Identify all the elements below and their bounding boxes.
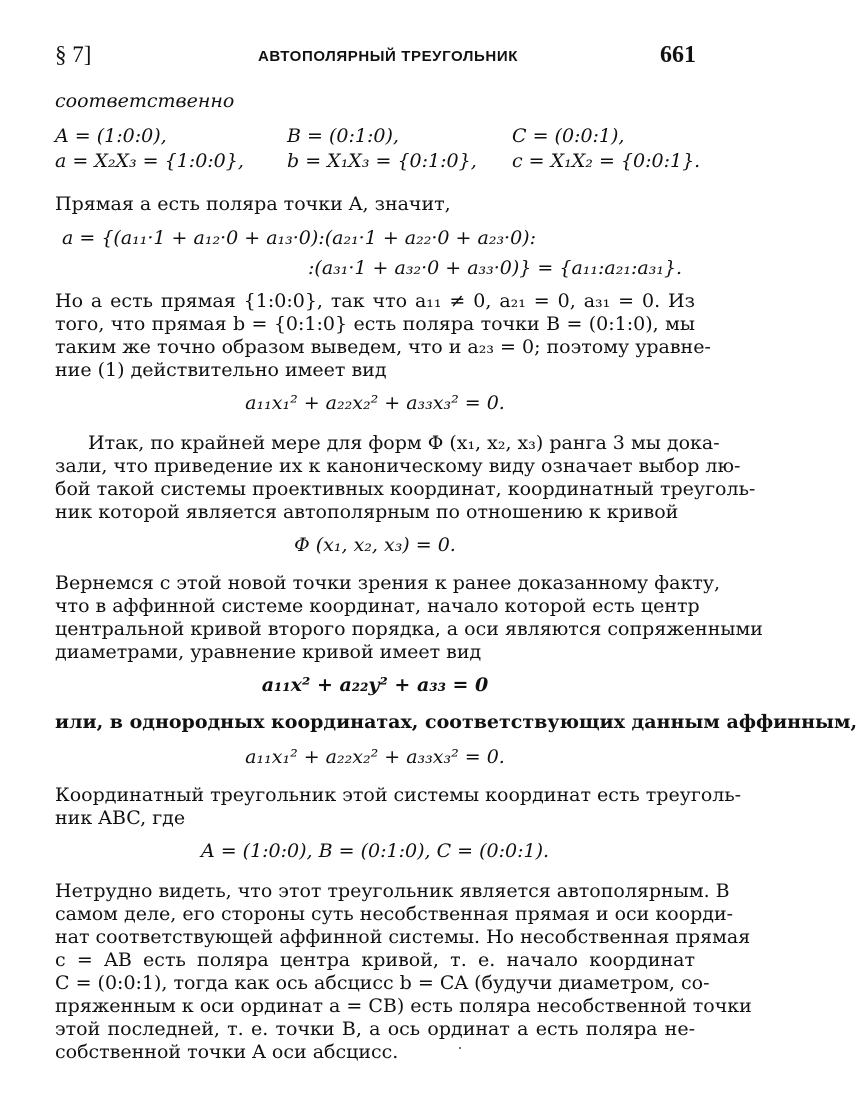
text-line: таким же точно образом выведем, что и a₂₃ = 0; поэтому уравне- (55, 336, 711, 358)
formula-C: C = (0:0:1), (512, 125, 625, 147)
equation-line: :(a₃₁·1 + a₃₂·0 + a₃₃·0)} = {a₁₁:a₂₁:a₃₁}. (308, 257, 683, 279)
print-speck (459, 1047, 461, 1049)
equation-display: a₁₁x₁² + a₂₂x₂² + a₃₃x₃² = 0. (245, 746, 505, 768)
text-line: или, в однородных координатах, соответствующих данным аффинным, (55, 711, 857, 733)
text-line: Но a есть прямая {1:0:0}, так что a₁₁ ≠ 0, a₂₁ = 0, a₃₁ = 0. Из (55, 290, 695, 312)
formula-c: c = X₁X₂ = {0:0:1}. (512, 150, 701, 172)
equation-display: a₁₁x² + a₂₂y² + a₃₃ = 0 (261, 674, 489, 696)
section-marker: § 7] (55, 42, 92, 67)
formula-a: a = X₂X₃ = {1:0:0}, (55, 150, 244, 172)
text-line: ник которой является автополярным по отношению к кривой (55, 501, 679, 523)
text-line: ник ABC, где (55, 807, 186, 829)
text-line: диаметрами, уравнение кривой имеет вид (55, 641, 482, 663)
formula-A: A = (1:0:0), (55, 125, 167, 147)
text-line: нат соответствующей аффинной системы. Но несобственная прямая (55, 926, 751, 948)
text-line: того, что прямая b = {0:1:0} есть поляра точки B = (0:1:0), мы (55, 313, 695, 335)
text-line: соответственно (55, 90, 235, 112)
text-line: C = (0:0:1), тогда как ось абсцисс b = CA (будучи диаметром, со- (55, 972, 710, 994)
text-line: зали, что приведение их к каноническому виду означает выбор лю- (55, 455, 741, 477)
text-line: Вернемся с этой новой точки зрения к ранее доказанному факту, (55, 572, 721, 594)
text-line: что в аффинной системе координат, начало которой есть центр (55, 595, 700, 617)
text-line: центральной кривой второго порядка, а оси являются сопряженными (55, 618, 763, 640)
text-line: самом деле, его стороны суть несобственная прямая и оси коорди- (55, 903, 734, 925)
text-line: c = AB есть поляра центра кривой, т. е. начало координат (55, 949, 695, 971)
text-line: ние (1) действительно имеет вид (55, 359, 387, 381)
text-line: Нетрудно видеть, что этот треугольник является автополярным. В (55, 880, 730, 902)
equation-display: A = (1:0:0), B = (0:1:0), C = (0:0:1). (200, 840, 550, 862)
formula-B: B = (0:1:0), (287, 125, 399, 147)
equation-line: a = {(a₁₁·1 + a₁₂·0 + a₁₃·0):(a₂₁·1 + a₂₂·0 + a₂₃·0): (62, 227, 536, 249)
page-number: 661 (660, 42, 696, 68)
text-line: собственной точки A оси абсцисс. (55, 1041, 399, 1063)
text-line: этой последней, т. е. точки B, а ось ординат a есть поляра не- (55, 1018, 695, 1040)
text-line: Прямая a есть поляра точки A, значит, (55, 193, 451, 215)
running-title: АВТОПОЛЯРНЫЙ ТРЕУГОЛЬНИК (258, 48, 518, 65)
text-line: Итак, по крайней мере для форм Φ (x₁, x₂, x₃) ранга 3 мы дока- (88, 432, 720, 454)
text-line: бой такой системы проективных координат, координатный треуголь- (55, 478, 756, 500)
equation-display: Φ (x₁, x₂, x₃) = 0. (294, 534, 456, 556)
formula-b: b = X₁X₃ = {0:1:0}, (287, 150, 477, 172)
equation-display: a₁₁x₁² + a₂₂x₂² + a₃₃x₃² = 0. (245, 392, 505, 414)
text-line: Координатный треугольник этой системы координат есть треуголь- (55, 784, 742, 806)
text-line: пряженным к оси ординат a = CB) есть поляра несобственной точки (55, 995, 752, 1017)
